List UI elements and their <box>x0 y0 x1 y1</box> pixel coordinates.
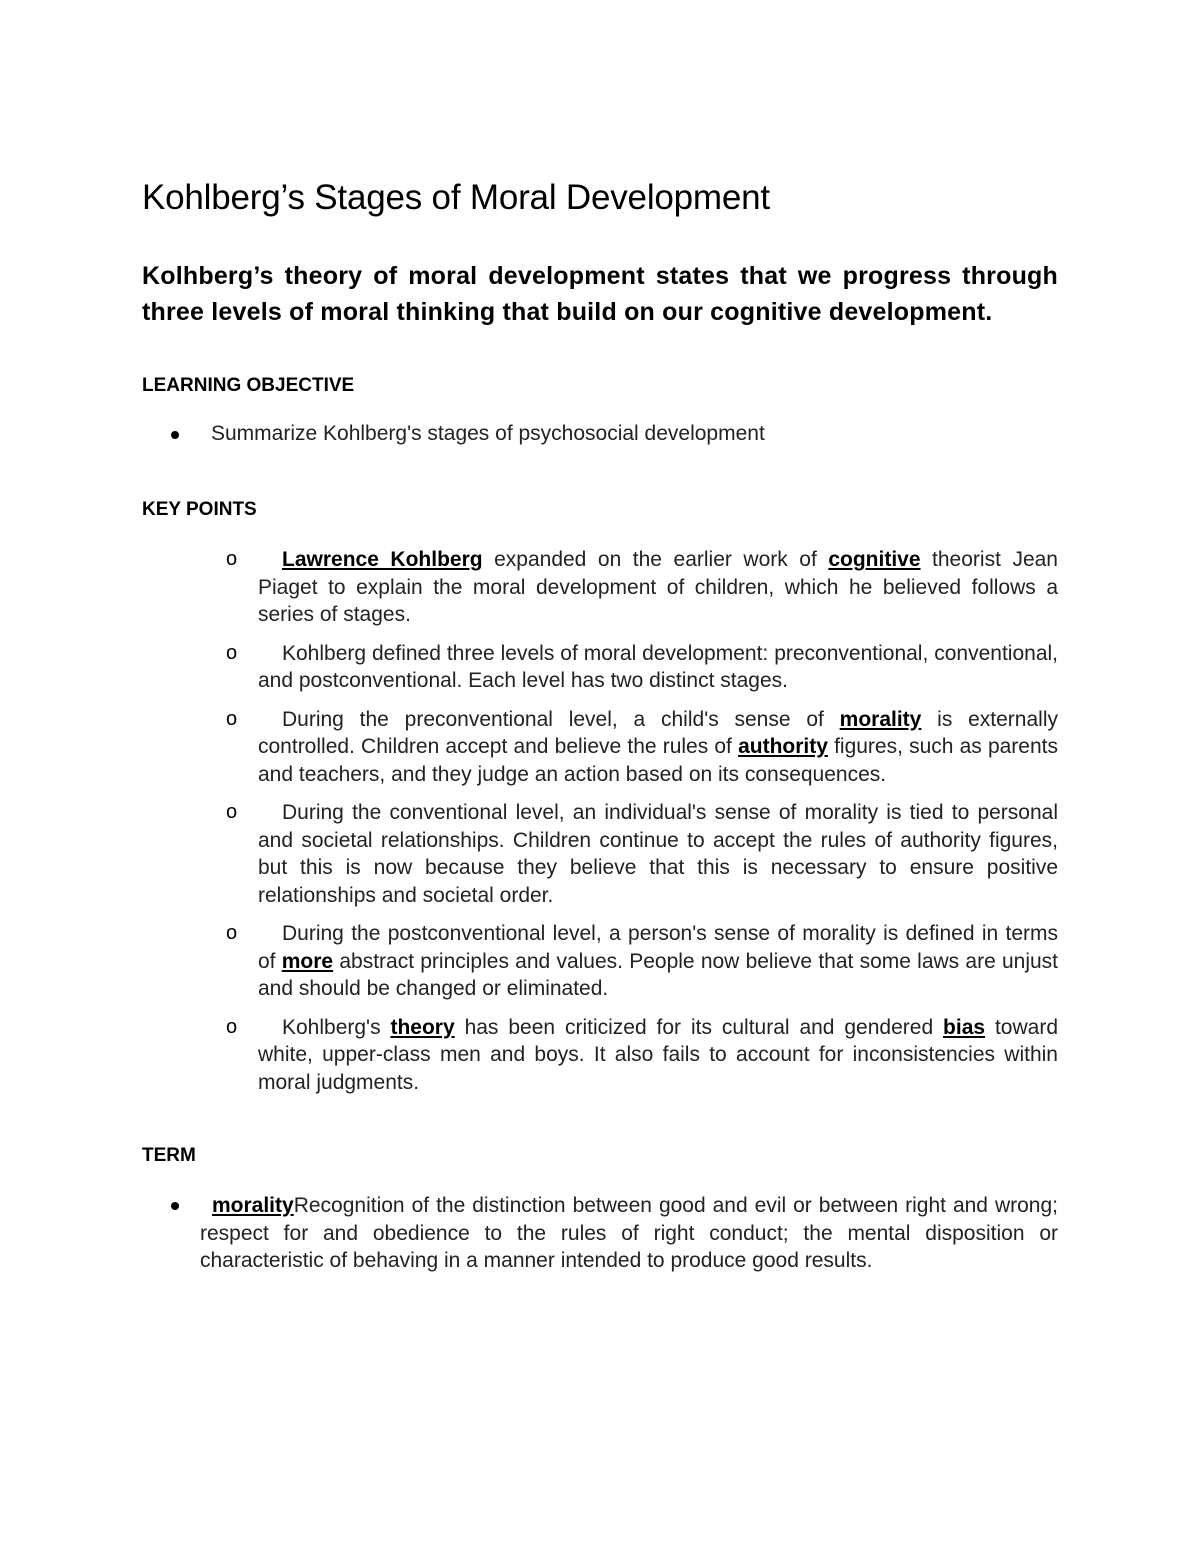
circle-bullet-icon: o <box>226 548 238 570</box>
key-point-item <box>142 640 1058 695</box>
key-point-text: theorist Jean Piaget to explain the moral development of children, which he believed follows a series of stages. <box>258 548 1058 626</box>
key-point-text: Kohlberg defined three levels of moral development: preconventional, conventional, and postconventional. Each level has two distinct stages. <box>258 641 1058 692</box>
term-definition: Recognition of the distinction between good and evil or between right and wrong; respect for and obedience to the rules of right conduct; the mental disposition or characteristic of behaving in a manner intended to produce good results. <box>200 1194 1058 1272</box>
document-page <box>142 178 1058 1275</box>
key-point-text: figures, such as parents and teachers, and they judge an action based on its consequences. <box>258 735 1058 786</box>
key-point-text: Kohlberg's <box>282 1015 391 1039</box>
keyword-link[interactable]: Lawrence Kohlberg <box>282 548 483 571</box>
key-point-text: During the preconventional level, a child's sense of <box>282 707 840 731</box>
keyword-link[interactable]: bias <box>943 1015 986 1039</box>
bullet-icon <box>171 431 179 439</box>
list-item <box>142 420 1058 448</box>
circle-bullet-icon: o <box>226 922 238 944</box>
circle-bullet-icon: o <box>226 1015 238 1038</box>
keyword-link[interactable]: theory <box>390 1015 455 1039</box>
key-point-item <box>142 546 1058 629</box>
bullet-icon <box>171 1202 179 1210</box>
circle-bullet-icon: o <box>226 641 238 664</box>
learning-objective-text: Summarize Kohlberg's stages of psychosocial development <box>211 422 765 445</box>
circle-bullet-icon: o <box>226 801 238 823</box>
term-word-link[interactable]: morality <box>212 1194 294 1217</box>
key-point-item <box>142 799 1058 909</box>
learning-objective-heading: LEARNING OBJECTIVE <box>142 375 355 396</box>
key-point-text: has been criticized for its cultural and gendered <box>454 1015 944 1039</box>
intro-statement: Kolhberg’s theory of moral development states that we progress through three levels of moral thinking that build on our cognitive development. <box>142 262 1058 326</box>
keyword-link[interactable]: morality <box>839 707 922 731</box>
key-point-text: During the conventional level, an individual's sense of morality is tied to personal and societal relationships. Children continue to accept the rules of authority figures, but this is now because they believe that this is necessary to ensure positive relationships and societal order. <box>258 801 1058 907</box>
key-point-item <box>142 920 1058 1003</box>
keyword-link[interactable]: cognitive <box>828 548 921 571</box>
key-point-text: toward white, upper-class men and boys. It also fails to account for inconsistencies within moral judgments. <box>258 1015 1058 1094</box>
key-point-text: expanded on the earlier work of <box>482 548 829 571</box>
key-point-item <box>142 706 1058 789</box>
term-heading: TERM <box>142 1145 196 1166</box>
key-points-heading: KEY POINTS <box>142 499 257 520</box>
key-point-text: is externally controlled. Children accept and believe the rules of <box>258 707 1058 758</box>
circle-bullet-icon: o <box>226 707 238 730</box>
key-points-list <box>142 546 1058 1096</box>
learning-objective-list <box>142 420 1058 448</box>
key-point-text: abstract principles and values. People now believe that some laws are unjust and should be changed or eliminated. <box>258 949 1059 1000</box>
key-point-text: During the postconventional level, a person's sense of morality is defined in terms of <box>258 922 1058 973</box>
keyword-link[interactable]: more <box>281 949 334 973</box>
term-item <box>142 1192 1058 1275</box>
keyword-link[interactable]: authority <box>738 735 828 758</box>
term-list <box>142 1192 1058 1275</box>
key-point-item <box>142 1014 1058 1097</box>
document-title: Kohlberg’s Stages of Moral Development <box>142 178 770 217</box>
